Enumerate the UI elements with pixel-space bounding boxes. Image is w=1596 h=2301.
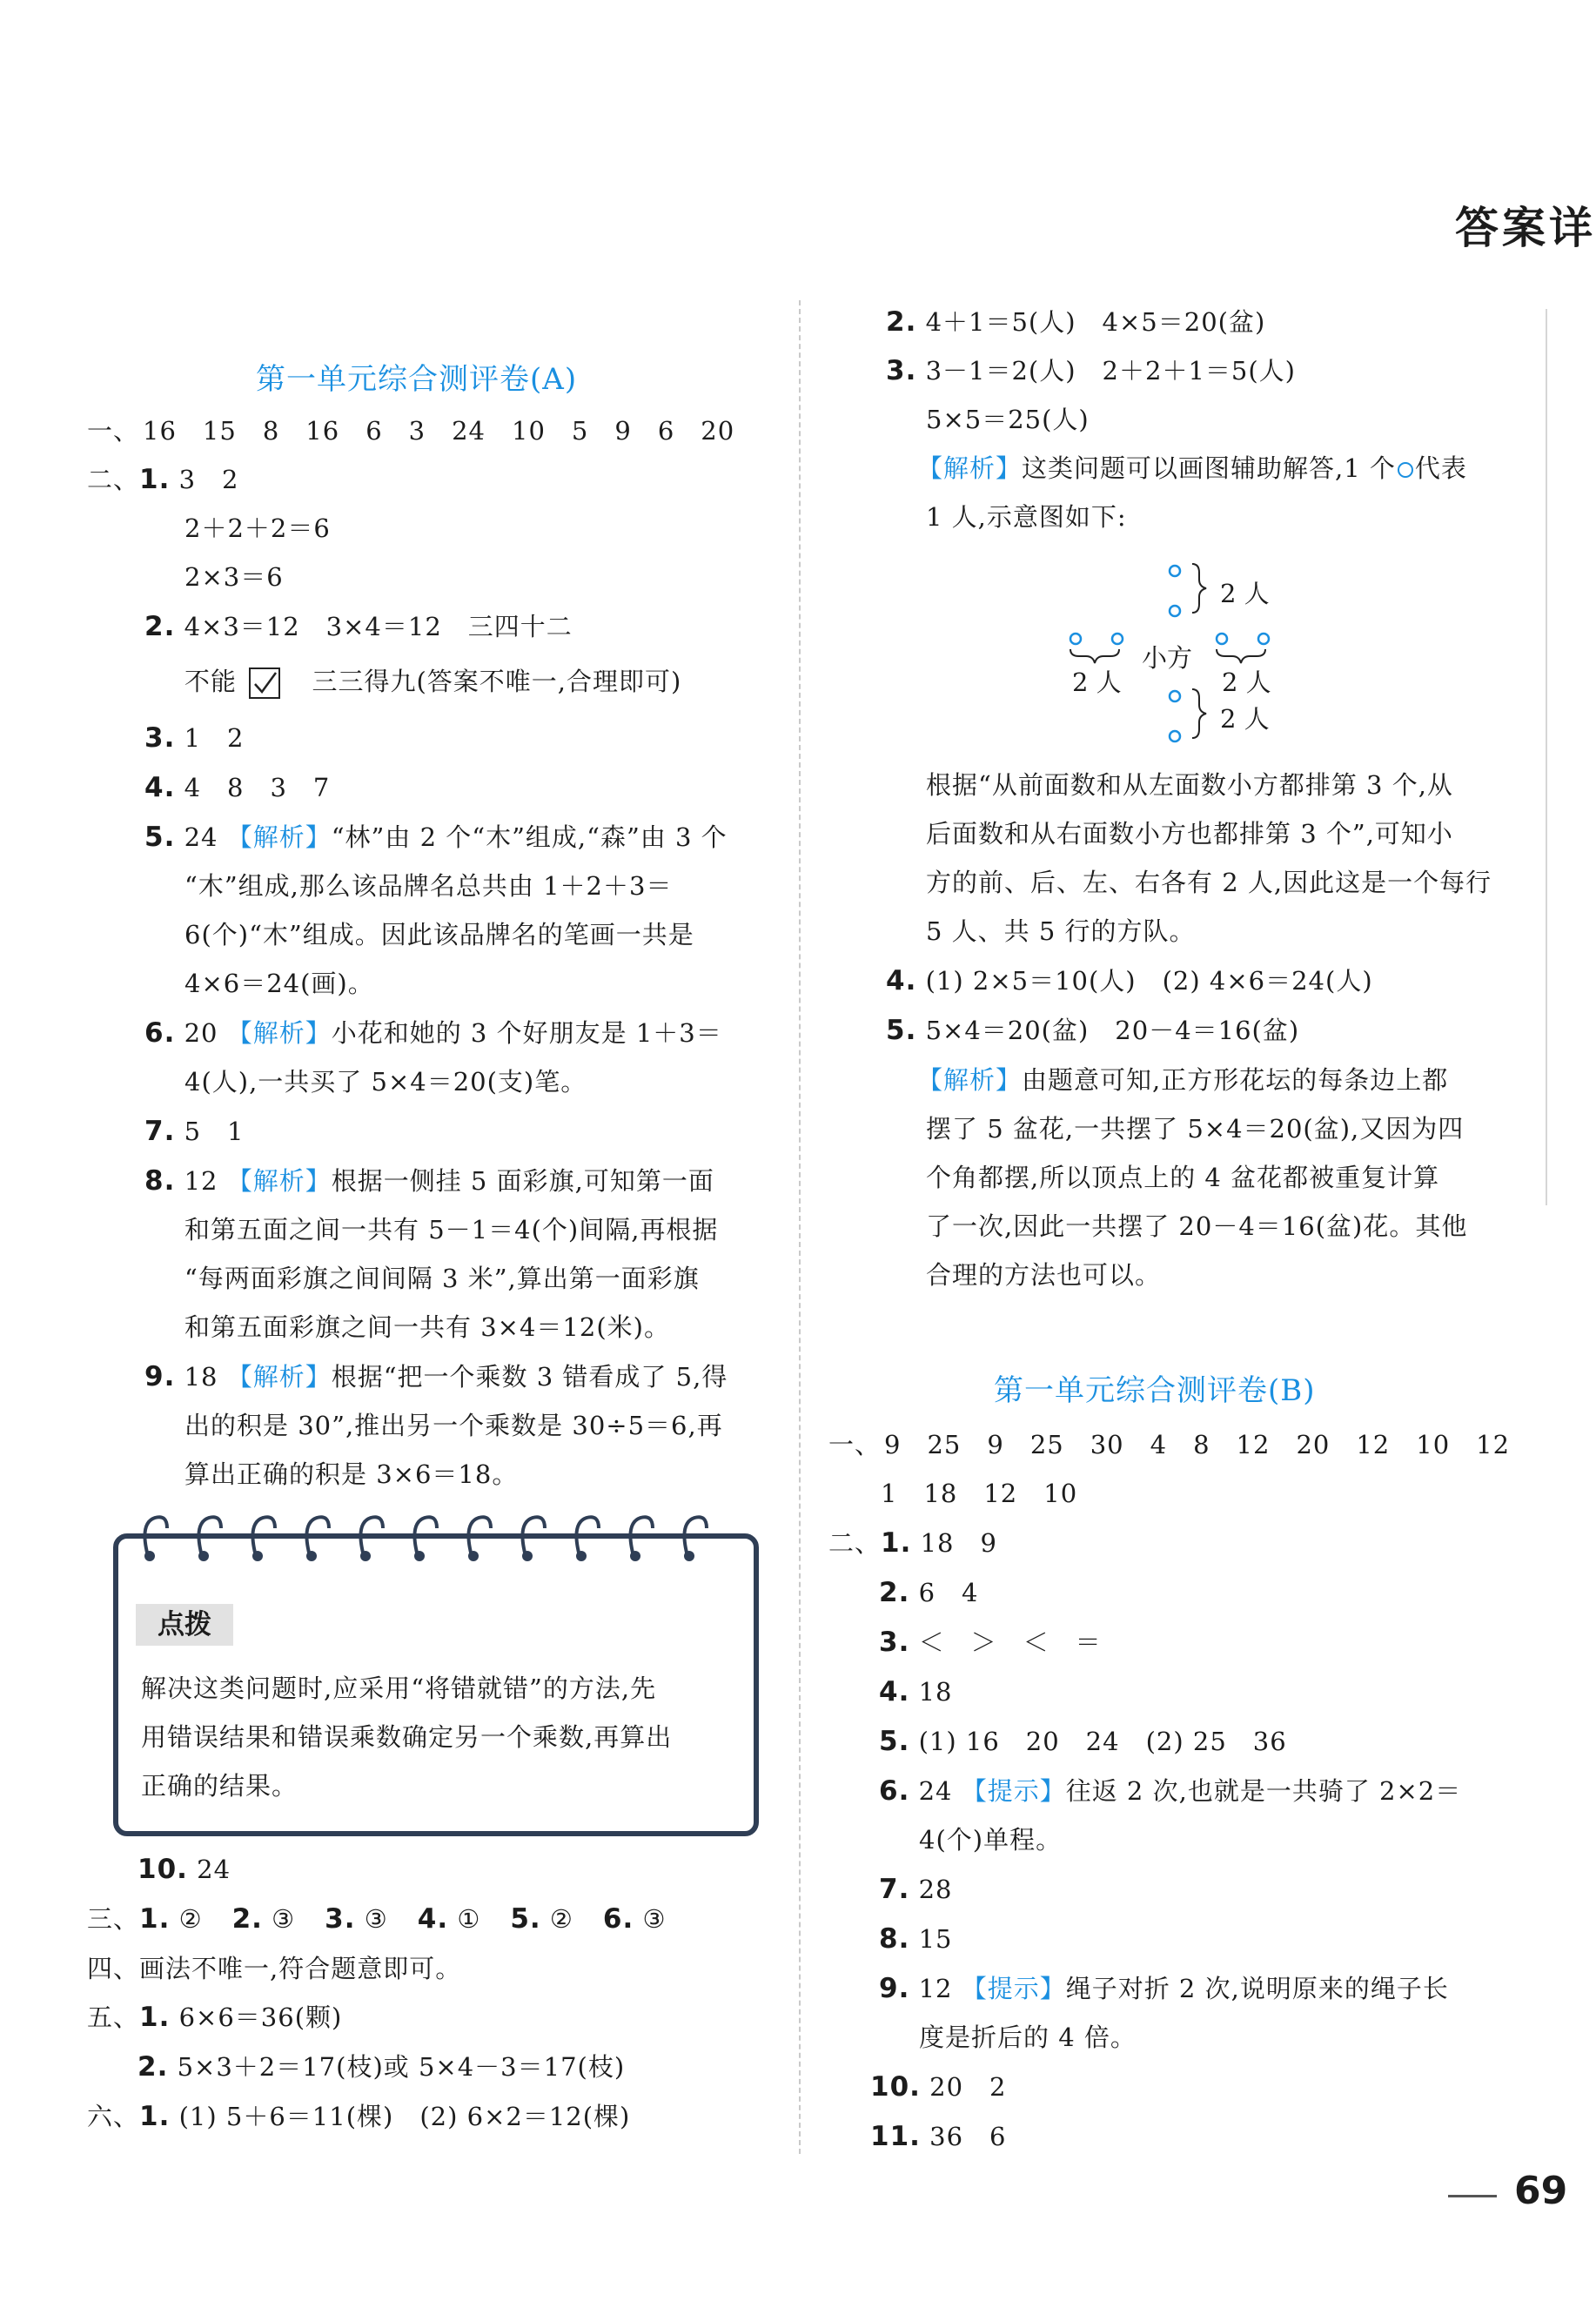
right-r5-l5: 合理的方法也可以。 (926, 1260, 1162, 1290)
checkbox-checked-icon (249, 667, 280, 699)
left-q2-5-l4: 4×6＝24(画)。 (184, 969, 374, 998)
column-divider (799, 300, 801, 2154)
right-b2-5: 5. (1) 16 20 24 (2) 25 36 (879, 1726, 1287, 1757)
left-q2-4: 4. 4 8 3 7 (144, 772, 331, 803)
left-q2-5-l2: “木”组成,那么该品牌名总共由 1＋2＋3＝ (184, 871, 673, 901)
person-circle (1170, 731, 1180, 741)
left-q2-6-l2: 4(人),一共买了 5×4＝20(支)笔。 (184, 1067, 587, 1097)
right-b2-4: 4. 18 (879, 1676, 953, 1707)
right-b2-8: 8. 15 (879, 1923, 953, 1955)
left-q1: 一、 16 15 8 16 6 3 24 10 5 9 6 20 (87, 416, 735, 446)
person-circle (1070, 634, 1081, 644)
left-q5-2: 2. 5×3＋2＝17(枝)或 5×4－3＝17(枝) (137, 2051, 626, 2083)
left-q2-2-l2: 不能 三三得九(答案不唯一,合理即可) (184, 664, 681, 699)
left-q2-1-l2: 2＋2＋2＝6 (184, 513, 331, 543)
right-r3-analysis: 【解析】这类问题可以画图辅助解答,1 个 代表 (917, 453, 1467, 483)
person-circle (1170, 691, 1180, 701)
right-b2-2: 2. 6 4 (879, 1577, 979, 1608)
right-b2-1: 二、1. 18 9 (828, 1527, 997, 1559)
right-r5: 5. 5×4＝20(盆) 20－4＝16(盆) (886, 1015, 1300, 1046)
tip-line-3: 正确的结果。 (141, 1771, 298, 1801)
person-circle (1170, 606, 1180, 616)
left-q2-8-l3: “每两面彩旗之间间隔 3 米”,算出第一面彩旗 (184, 1264, 700, 1293)
diagram-center-label: 小方 (1142, 643, 1193, 673)
section-title-b: 第一单元综合测评卷(B) (994, 1373, 1316, 1408)
left-q5-1: 五、1. 6×6＝36(颗) (87, 2002, 343, 2033)
right-r5-l2: 摆了 5 盆花,一共摆了 5×4＝20(盆),又因为四 (926, 1114, 1465, 1144)
diagram-right-label: 2 人 (1222, 667, 1271, 697)
left-q2-3: 3. 1 2 (144, 722, 245, 754)
tip-label: 点拨 (136, 1604, 233, 1646)
left-q2-1-l3: 2×3＝6 (184, 562, 284, 592)
right-b2-6-l2: 4(个)单程。 (919, 1825, 1063, 1855)
left-q2-9-l3: 算出正确的积是 3×6＝18。 (184, 1459, 519, 1489)
person-circle (1258, 634, 1269, 644)
right-r5-l4: 了一次,因此一共摆了 20－4＝16(盆)花。其他 (926, 1211, 1468, 1241)
right-b2-11: 11. 36 6 (870, 2121, 1007, 2152)
left-q6-1: 六、1. (1) 5＋6＝11(棵) (2) 6×2＝12(棵) (87, 2101, 631, 2132)
right-b2-9: 9. 12 【提示】绳子对折 2 次,说明原来的绳子长 (879, 1973, 1449, 2004)
notebook-rings-icon (137, 1504, 738, 1565)
right-b1-row2: 1 18 12 10 (881, 1479, 1078, 1508)
right-r3-l2: 5×5＝25(人) (926, 405, 1090, 434)
queue-diagram (1062, 557, 1288, 766)
right-r5-analysis: 【解析】由题意可知,正方形花坛的每条边上都 (917, 1065, 1449, 1095)
left-q2-7: 7. 5 1 (144, 1116, 245, 1147)
diagram-top-label: 2 人 (1220, 579, 1270, 608)
right-r3b-l2: 后面数和从右面数小方也都排第 3 个”,可知小 (926, 819, 1453, 849)
left-q2-5: 5. 24 【解析】“林”由 2 个“木”组成,“森”由 3 个 (144, 822, 728, 853)
section-title-a: 第一单元综合测评卷(A) (256, 362, 578, 397)
person-circle (1112, 634, 1123, 644)
left-q2-9-l2: 出的积是 30”,推出另一个乘数是 30÷5＝6,再 (184, 1411, 723, 1440)
tip-line-2: 用错误结果和错误乘数确定另一个乘数,再算出 (141, 1722, 673, 1752)
diagram-bottom-label: 2 人 (1220, 704, 1270, 734)
right-b2-6: 6. 24 【提示】往返 2 次,也就是一共骑了 2×2＝ (879, 1775, 1462, 1807)
left-q2-8: 8. 12 【解析】根据一侧挂 5 面彩旗,可知第一面 (144, 1165, 714, 1197)
right-b2-3: 3. ＜ ＞ ＜ ＝ (879, 1627, 1102, 1658)
left-q2-8-l2: 和第五面之间一共有 5－1＝4(个)间隔,再根据 (184, 1215, 719, 1244)
page-number: 69 (1514, 2169, 1568, 2213)
left-q2-1: 二、1. 3 2 (87, 464, 239, 495)
small-circle-icon (1398, 462, 1413, 478)
right-r2: 2. 4＋1＝5(人) 4×5＝20(盆) (886, 306, 1266, 338)
right-edge-rule (1546, 309, 1547, 1205)
right-r3-analysis-l2: 1 人,示意图如下: (926, 502, 1127, 532)
left-q2-2: 2. 4×3＝12 3×4＝12 三四十二 (144, 611, 573, 642)
right-r4: 4. (1) 2×5＝10(人) (2) 4×6＝24(人) (886, 965, 1373, 996)
right-r3b-l3: 方的前、后、左、右各有 2 人,因此这是一个每行 (926, 868, 1492, 897)
diagram-left-label: 2 人 (1072, 667, 1122, 697)
left-q2-9: 9. 18 【解析】根据“把一个乘数 3 错看成了 5,得 (144, 1361, 728, 1392)
left-q2-8-l4: 和第五面彩旗之间一共有 3×4＝12(米)。 (184, 1312, 670, 1342)
right-b2-7: 7. 28 (879, 1874, 953, 1905)
page-number-rule (1448, 2195, 1497, 2197)
person-circle (1170, 566, 1180, 576)
left-q2-10: 10. 24 (137, 1854, 231, 1885)
tip-line-1: 解决这类问题时,应采用“将错就错”的方法,先 (141, 1674, 657, 1703)
right-b2-10: 10. 20 2 (870, 2071, 1007, 2103)
left-q2-6: 6. 20 【解析】小花和她的 3 个好朋友是 1＋3＝ (144, 1017, 722, 1049)
left-q4: 四、画法不唯一,符合题意即可。 (87, 1954, 462, 1983)
right-r3: 3. 3－1＝2(人) 2＋2＋1＝5(人) (886, 355, 1296, 386)
right-r3b-l4: 5 人、共 5 行的方队。 (926, 916, 1196, 946)
left-q3: 三、1. ② 2. ③ 3. ③ 4. ① 5. ② 6. ③ (87, 1903, 667, 1935)
person-circle (1217, 634, 1227, 644)
right-b2-9-l2: 度是折后的 4 倍。 (919, 2023, 1137, 2052)
left-q2-5-l3: 6(个)“木”组成。因此该品牌名的笔画一共是 (184, 920, 694, 949)
header-title: 答案详 (1455, 202, 1596, 253)
right-r3b-l1: 根据“从前面数和从左面数小方都排第 3 个,从 (926, 770, 1453, 800)
right-b1-row1: 一、 9 25 9 25 30 4 8 12 20 12 10 12 (828, 1430, 1511, 1459)
right-r5-l3: 个角都摆,所以顶点上的 4 盆花都被重复计算 (926, 1163, 1440, 1192)
